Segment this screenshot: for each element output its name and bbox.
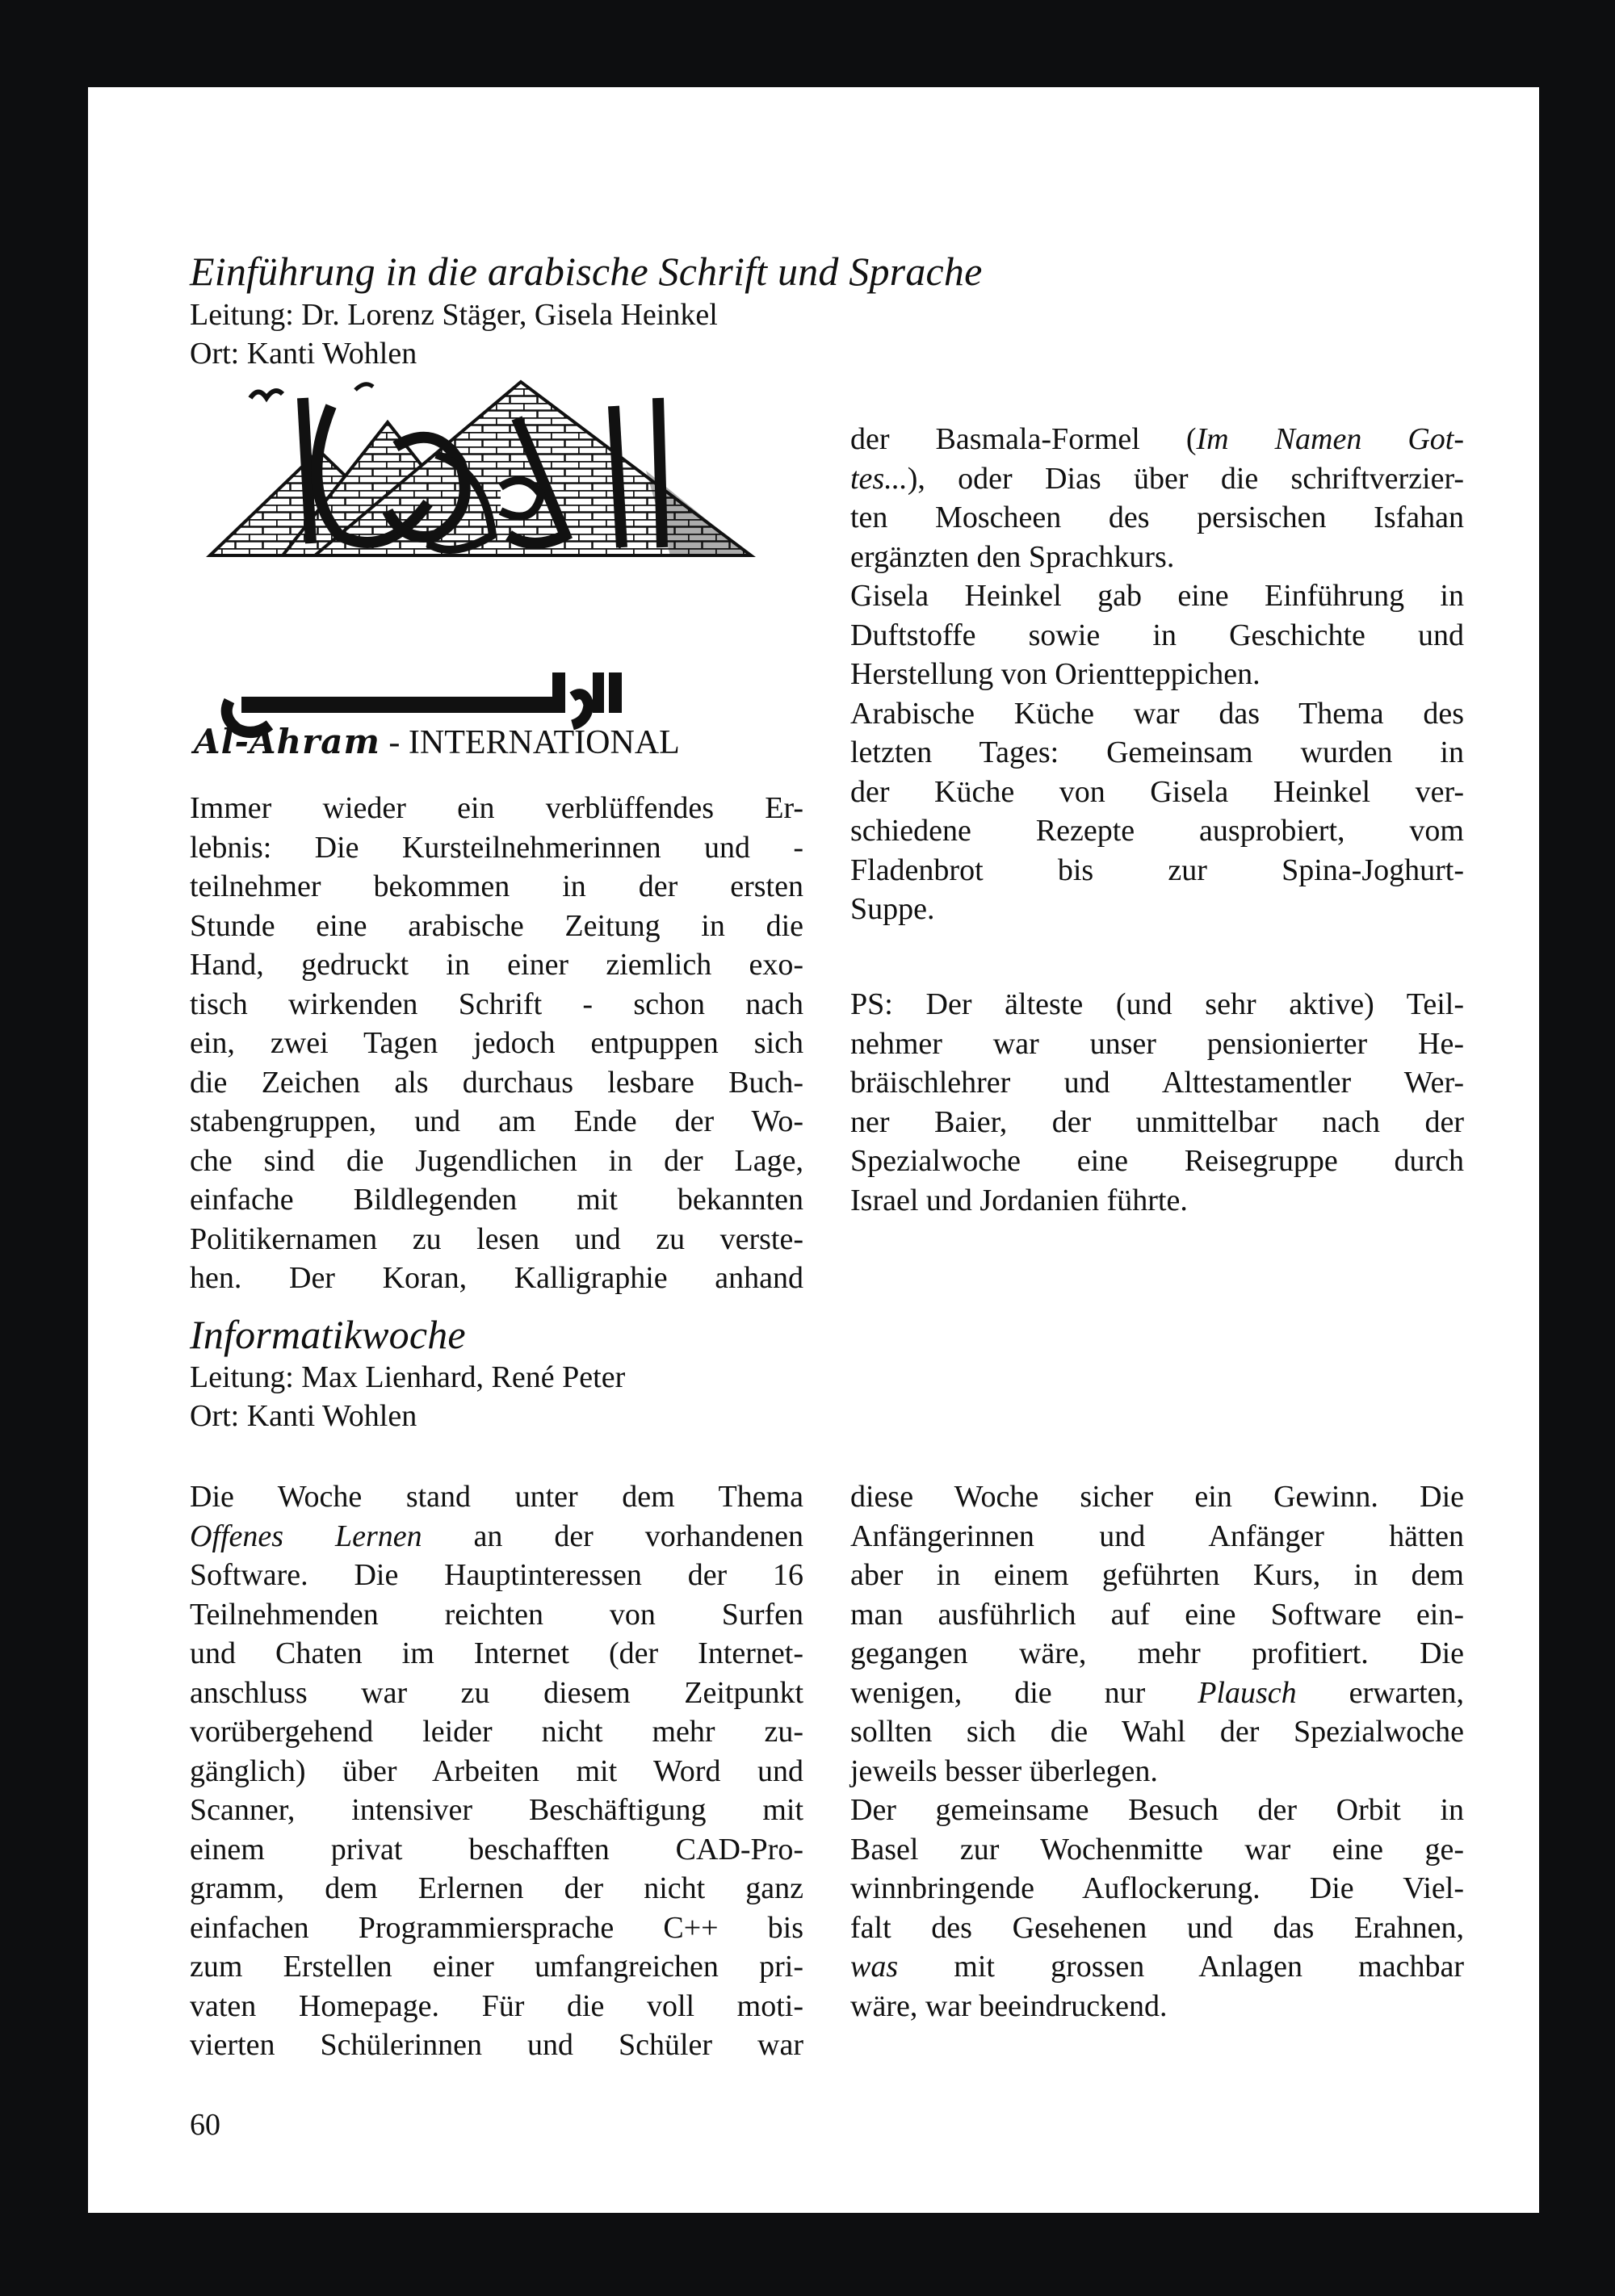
paragraph-line: PS: Der älteste (und sehr aktive) Teil- [850,987,1464,1021]
paragraph-line: teilnehmer bekommen in der ersten [190,869,803,903]
paragraph-line [850,459,1464,499]
paragraph-line: Suppe. [850,892,935,926]
paragraph-line [190,1517,803,1557]
paragraph-line: Stunde eine arabische Zeitung in die [190,908,803,943]
paragraph-line: Duftstoffe sowie in Geschichte und [850,618,1464,652]
document-page [88,87,1539,2213]
paragraph-line: der Küche von Gisela Heinkel ver- [850,774,1464,809]
paragraph-line: Spezialwoche eine Reisegruppe durch [850,1144,1464,1178]
al-ahram-pyramid-logo [194,374,856,681]
paragraph-line [850,420,1464,459]
paragraph-line: anschluss war zu diesem Zeitpunkt [190,1675,803,1710]
paragraph-line: gramm, dem Erlernen der nicht ganz [190,1871,803,1905]
paragraph-line: Herstellung von Orientteppichen. [850,657,1261,691]
paragraph-line: Basel zur Wochenmitte war eine ge- [850,1832,1464,1867]
paragraph-line: Arabische Küche war das Thema des [850,696,1464,731]
paragraph-line: diese Woche sicher ein Gewinn. Die [850,1480,1464,1514]
text-run: wenigen, die nur [850,1675,1198,1710]
italic-phrase: Im Namen Got- [1196,422,1465,456]
section-ort-informatik: Ort: Kanti Wohlen [190,1399,417,1433]
section1-ps-paragraph [850,985,1464,1220]
paragraph-line: vierten Schülerinnen und Schüler war [190,2028,803,2062]
section1-left-column [190,789,803,1298]
paragraph-line: tisch wirkenden Schrift - schon nach [190,987,803,1021]
paragraph-line: einfache Bildlegenden mit bekannten [190,1183,803,1217]
italic-phrase: Offenes Lernen [190,1519,422,1553]
paragraph-line: schiedene Rezepte ausprobiert, vom [850,814,1464,848]
paragraph-line: einfachen Programmiersprache C++ bis [190,1910,803,1945]
paragraph-line: letzten Tages: Gemeinsam wurden in [850,735,1464,769]
international-suffix: - INTERNATIONAL [380,724,680,761]
paragraph-line: Software. Die Hauptinteressen der 16 [190,1558,803,1592]
al-ahram-name: Al-Ahram [194,722,380,761]
paragraph-line: stabengruppen, und am Ende der Wo- [190,1104,803,1138]
italic-phrase: Plausch [1198,1675,1297,1710]
paragraph-line: winnbringende Auflockerung. Die Viel- [850,1871,1464,1905]
paragraph-line: wäre, war beeindruckend. [850,1988,1168,2023]
paragraph-line: gegangen wäre, mehr profitiert. Die [850,1636,1464,1670]
paragraph-line: Hand, gedruckt in einer ziemlich exo- [190,948,803,982]
paragraph-line: Scanner, intensiver Beschäftigung mit [190,1793,803,1827]
paragraph-line: Politikernamen zu lesen und zu verste- [190,1221,803,1256]
paragraph-line: Fladenbrot bis zur Spina-Joghurt- [850,853,1464,887]
paragraph-line: die Zeichen als durchaus lesbare Buch- [190,1065,803,1100]
section1-right-column [850,420,1464,929]
paragraph-line: Der gemeinsame Besuch der Orbit in [850,1793,1464,1827]
text-run: erwarten, [1296,1675,1464,1710]
paragraph-line: Teilnehmenden reichten von Surfen [190,1597,803,1632]
paragraph-line [850,1947,1464,1987]
paragraph-line [850,1674,1464,1713]
section-leitung-arabic: Leitung: Dr. Lorenz Stäger, Gisela Heinkel [190,298,718,332]
paragraph-line: sollten sich die Wahl der Spezialwoche [850,1715,1464,1749]
paragraph-line: vaten Homepage. Für die voll moti- [190,1988,803,2023]
paragraph-line: Immer wieder ein verblüffendes Er- [190,791,803,825]
section-leitung-informatik: Leitung: Max Lienhard, René Peter [190,1360,626,1394]
paragraph-line: jeweils besser überlegen. [850,1753,1158,1788]
paragraph-line: aber in einem geführten Kurs, in dem [850,1558,1464,1592]
text-run: an der vorhandenen [422,1519,803,1553]
text-run: mit grossen Anlagen machbar [898,1950,1464,1984]
paragraph-line: Anfängerinnen und Anfänger hätten [850,1519,1464,1553]
paragraph-line: man ausführlich auf eine Software ein- [850,1597,1464,1632]
paragraph-line: gänglich) über Arbeiten mit Word und [190,1753,803,1788]
paragraph-line: Israel und Jordanien führte. [850,1183,1188,1217]
paragraph-line: zum Erstellen einer umfangreichen pri- [190,1950,803,1984]
paragraph-line: ner Baier, der unmittelbar nach der [850,1104,1464,1139]
paragraph-line: und Chaten im Internet (der Internet- [190,1636,803,1670]
paragraph-line: bräischlehrer und Alttestamentler Wer- [850,1066,1464,1100]
paragraph-line: Gisela Heinkel gab eine Einführung in [850,579,1464,613]
text-run: ), oder Dias über die schriftverzier- [907,461,1464,496]
paragraph-line: einem privat beschafften CAD-Pro- [190,1832,803,1867]
section-title-informatik: Informatikwoche [190,1312,466,1357]
paragraph-line: nehmer war unser pensionierter He- [850,1026,1464,1061]
italic-phrase: tes... [850,461,908,496]
paragraph-line: lebnis: Die Kursteilnehmerinnen und - [190,830,803,865]
section-ort-arabic: Ort: Kanti Wohlen [190,337,417,371]
paragraph-line: hen. Der Koran, Kalligraphie anhand [190,1261,803,1295]
section2-right-column [850,1477,1464,2026]
paragraph-line: ergänzten den Sprachkurs. [850,539,1175,574]
paragraph-line: falt des Gesehenen und das Erahnen, [850,1910,1464,1945]
paragraph-line: vorübergehend leider nicht mehr zu- [190,1715,803,1749]
section2-left-column [190,1477,803,2065]
paragraph-line: ein, zwei Tagen jedoch entpuppen sich [190,1026,803,1060]
al-ahram-international-caption [194,721,680,764]
paragraph-line: ten Moscheen des persischen Isfahan [850,501,1464,534]
paragraph-line: Die Woche stand unter dem Thema [190,1480,803,1514]
page-number: 60 [190,2108,220,2142]
text-run: der Basmala-Formel ( [850,422,1197,456]
italic-phrase: was [850,1950,899,1984]
section-title-arabic: Einführung in die arabische Schrift und Sprache [190,249,983,294]
paragraph-line: che sind die Jugendlichen in der Lage, [190,1143,803,1178]
